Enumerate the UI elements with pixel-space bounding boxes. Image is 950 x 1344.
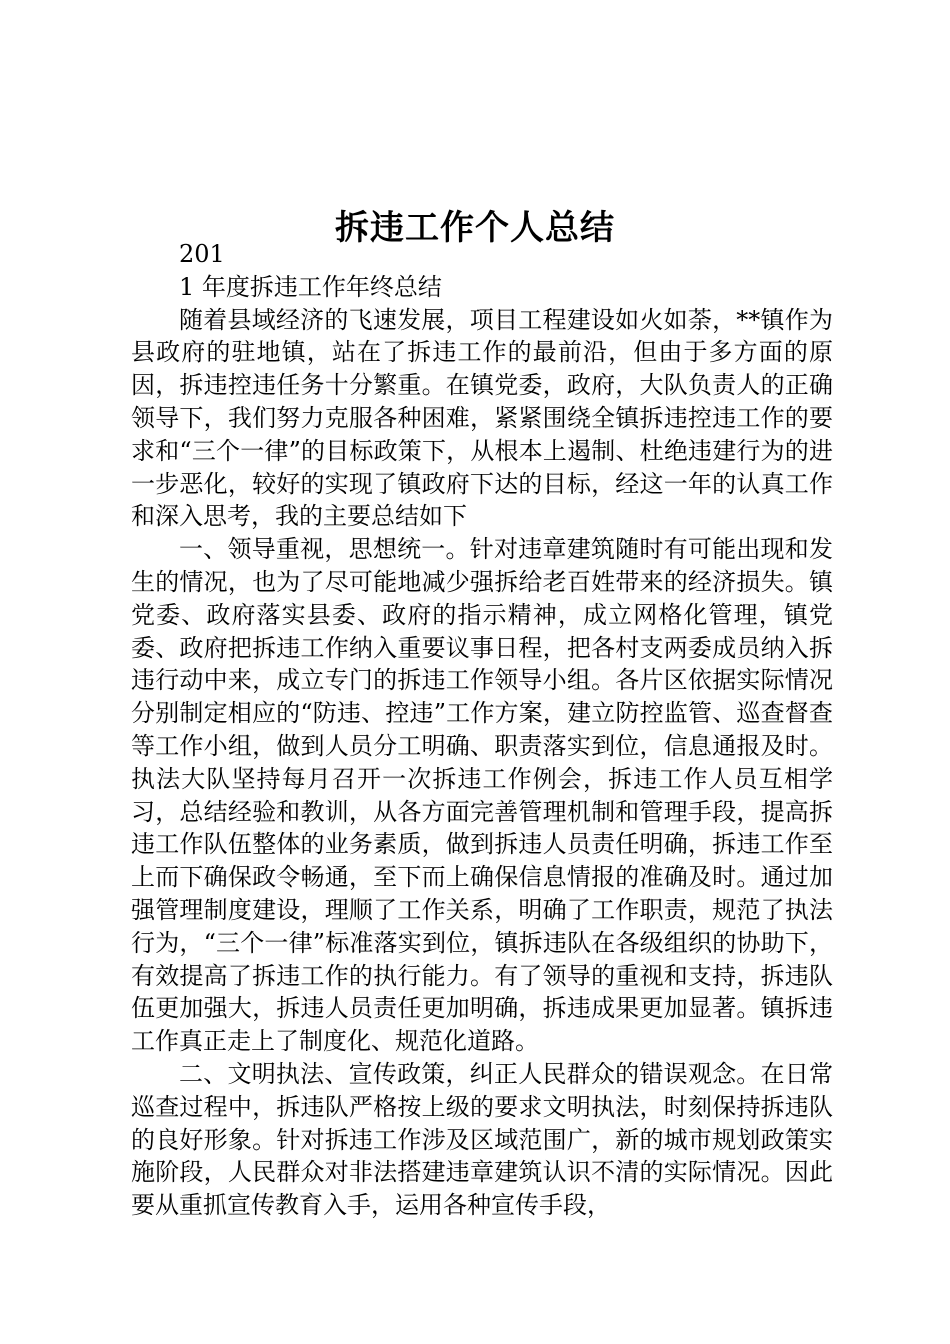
document-title: 拆违工作个人总结 [335,207,615,248]
paragraph-introduction: 随着县域经济的飞速发展，项目工程建设如火如荼，**镇作为县政府的驻地镇，站在了拆违工作的最前沿，但由于多方面的原因，拆违控违任务十分繁重。在镇党委，政府，大队负责人的正确领导下，我们努力克服各种困难，紧紧围绕全镇拆违控违工作的要求和“三个一律”的目标政策下，从根本上遏制、杜绝违建行为的进一步恶化，较好的实现了镇政府下达的目标，经这一年的认真工作和深入思考，我的主要总结如下 [131,305,833,531]
paragraph-subtitle: 1 年度拆违工作年终总结 [179,272,442,301]
paragraph-section-one: 一、领导重视，思想统一。针对违章建筑随时有可能出现和发生的情况，也为了尽可能地减少强拆给老百姓带来的经济损失。镇党委、政府落实县委、政府的指示精神，成立网格化管理，镇党委、政府把拆违工作纳入重要议事日程，把各村支两委成员纳入拆违行动中来，成立专门的拆违工作领导小组。各片区依据实际情况分别制定相应的“防违、控违”工作方案，建立防控监管、巡查督查等工作小组，做到人员分工明确、职责落实到位，信息通报及时。执法大队坚持每月召开一次拆违工作例会，拆违工作人员互相学习，总结经验和教训，从各方面完善管理机制和管理手段，提高拆违工作队伍整体的业务素质，做到拆违人员责任明确，拆违工作至上而下确保政令畅通，至下而上确保信息情报的准确及时。通过加强管理制度建设，理顺了工作关系，明确了工作职责，规范了执法行为，“三个一律”标准落实到位，镇拆违队在各级组织的协助下，有效提高了拆违工作的执行能力。有了领导的重视和支持，拆违队伍更加强大，拆违人员责任更加明确，拆违成果更加显著。镇拆违工作真正走上了制度化、规范化道路。 [131,535,833,1056]
document-body [131,238,833,1222]
paragraph-year-fragment: 201 [179,240,225,268]
paragraph-section-two: 二、文明执法、宣传政策，纠正人民群众的错误观念。在日常巡查过程中，拆违队严格按上级的要求文明执法，时刻保持拆违队的良好形象。针对拆违工作涉及区域范围广，新的城市规划政策实施阶段，人民群众对非法搭建违章建筑认识不清的实际情况。因此要从重抓宣传教育入手，运用各种宣传手段， [131,1059,833,1220]
